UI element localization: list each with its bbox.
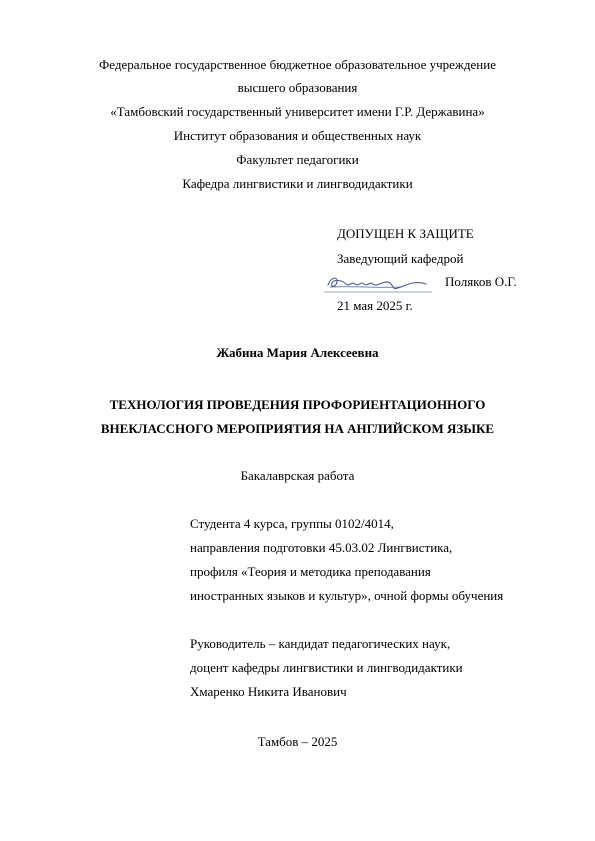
work-type: Бакалаврская работа: [240, 468, 355, 483]
department-name: Кафедра лингвистики и лингводидактики: [182, 176, 413, 191]
student-info-line: направления подготовки 45.03.02 Лингвистика,: [190, 540, 453, 555]
faculty-name: Факультет педагогики: [236, 152, 359, 167]
supervisor-info-line: доцент кафедры лингвистики и лингводидактики: [190, 660, 463, 675]
student-info-line: Студента 4 курса, группы 0102/4014,: [190, 516, 394, 531]
signature-image: [322, 272, 434, 296]
approval-title: ДОПУЩЕН К ЗАЩИТЕ: [337, 226, 474, 241]
student-info-line: профиля «Теория и методика преподавания: [190, 564, 431, 579]
author-name: Жабина Мария Алексеевна: [216, 345, 379, 360]
city-year: Тамбов – 2025: [257, 734, 338, 749]
institute-name: Институт образования и общественных наук: [173, 128, 422, 143]
supervisor-info-line: Руководитель – кандидат педагогических наук,: [190, 636, 451, 651]
org-name-line-2: высшего образования: [237, 80, 358, 95]
university-name: «Тамбовский государственный университет имени Г.Р. Державина»: [110, 104, 485, 119]
approval-role: Заведующий кафедрой: [337, 251, 464, 266]
approval-date: 21 мая 2025 г.: [337, 298, 413, 313]
supervisor-name: Хмаренко Никита Иванович: [190, 684, 347, 699]
org-name-line-1: Федеральное государственное бюджетное образовательное учреждение: [99, 57, 496, 72]
student-info-line: иностранных языков и культур», очной формы обучения: [190, 588, 504, 603]
work-title-line-2: ВНЕКЛАССНОГО МЕРОПРИЯТИЯ НА АНГЛИЙСКОМ ЯЗЫКЕ: [100, 421, 495, 436]
work-title-line-1: ТЕХНОЛОГИЯ ПРОВЕДЕНИЯ ПРОФОРИЕНТАЦИОННОГО: [109, 397, 486, 412]
approval-name: Поляков О.Г.: [445, 274, 517, 289]
